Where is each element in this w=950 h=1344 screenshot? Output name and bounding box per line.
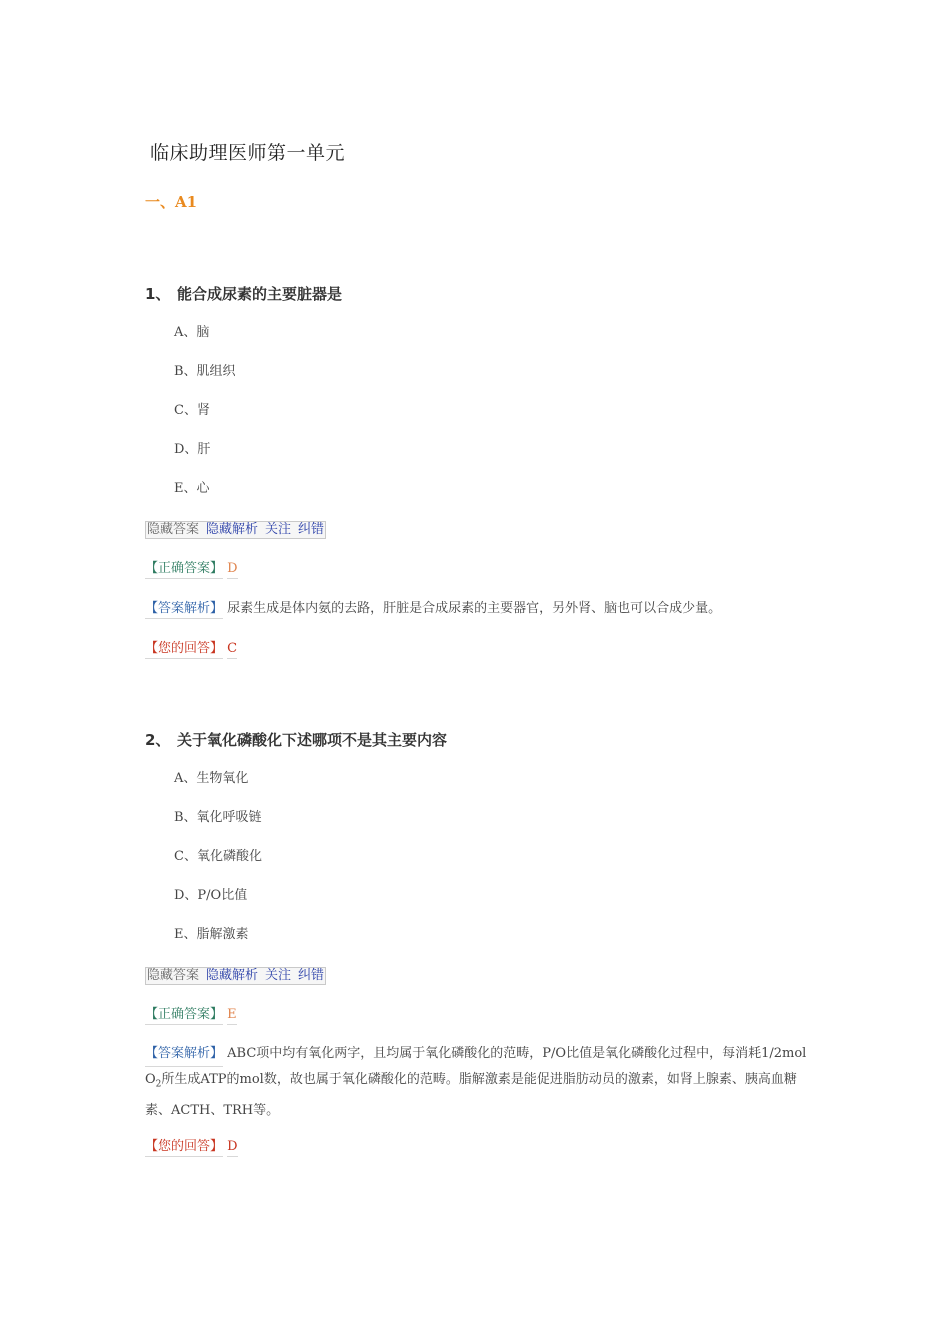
hide-answer-link[interactable]: 隐藏答案 bbox=[147, 968, 200, 983]
correct-answer-row bbox=[145, 1005, 810, 1025]
correct-answer-label: 【正确答案】 bbox=[145, 1005, 223, 1025]
question-2 bbox=[145, 730, 810, 1157]
hide-analysis-link[interactable]: 隐藏解析 bbox=[206, 522, 259, 537]
analysis-label: 【答案解析】 bbox=[145, 1041, 223, 1067]
option-a[interactable]: A、生物氧化 bbox=[174, 771, 249, 786]
question-number: 1、 bbox=[145, 285, 171, 303]
page-title: 临床助理医师第一单元 bbox=[150, 142, 346, 164]
option-list bbox=[145, 323, 810, 499]
question-text: 关于氧化磷酸化下述哪项不是其主要内容 bbox=[177, 731, 448, 749]
question-1 bbox=[145, 284, 810, 659]
option-e[interactable]: E、心 bbox=[174, 481, 210, 496]
analysis-label: 【答案解析】 bbox=[145, 599, 223, 619]
your-answer-value: C bbox=[227, 639, 237, 659]
question-stem bbox=[145, 284, 810, 304]
analysis-text: 尿素生成是体内氨的去路，肝脏是合成尿素的主要器官，另外肾、脑也可以合成少量。 bbox=[227, 601, 722, 616]
correct-answer-label: 【正确答案】 bbox=[145, 559, 223, 579]
option-d[interactable]: D、P/O比值 bbox=[174, 888, 248, 903]
option-e[interactable]: E、脂解激素 bbox=[174, 927, 249, 942]
question-number: 2、 bbox=[145, 731, 171, 749]
option-c[interactable]: C、肾 bbox=[174, 403, 210, 418]
option-b[interactable]: B、氧化呼吸链 bbox=[174, 810, 262, 825]
analysis-subscript: 2 bbox=[155, 1079, 162, 1090]
your-answer-row bbox=[145, 1137, 810, 1157]
correct-answer-row bbox=[145, 559, 810, 579]
report-error-link[interactable]: 纠错 bbox=[298, 968, 325, 983]
correct-answer-value: D bbox=[227, 559, 237, 579]
your-answer-value: D bbox=[227, 1137, 237, 1157]
hide-analysis-link[interactable]: 隐藏解析 bbox=[206, 968, 259, 983]
correct-answer-value: E bbox=[227, 1005, 237, 1025]
option-d[interactable]: D、肝 bbox=[174, 442, 211, 457]
option-a[interactable]: A、脑 bbox=[174, 325, 210, 340]
your-answer-row bbox=[145, 639, 810, 659]
analysis-row bbox=[145, 599, 810, 619]
option-c[interactable]: C、氧化磷酸化 bbox=[174, 849, 262, 864]
follow-link[interactable]: 关注 bbox=[265, 968, 292, 983]
follow-link[interactable]: 关注 bbox=[265, 522, 292, 537]
hide-answer-link[interactable]: 隐藏答案 bbox=[147, 522, 200, 537]
answer-toolbar bbox=[145, 967, 326, 985]
analysis-text-part2: 所生成ATP的mol数，故也属于氧化磷酸化的范畴。脂解激素是能促进脂肪动员的激素，如肾上腺素、胰高血糖素、ACTH、TRH等。 bbox=[145, 1072, 797, 1118]
answer-toolbar bbox=[145, 521, 326, 539]
option-list bbox=[145, 769, 810, 945]
analysis-text-part1: ABC项中均有氧化两字，且均属于氧化磷酸化的范畴，P/O比值是氧化磷酸化过程中，每消耗1/2mol O bbox=[145, 1046, 807, 1087]
section-title: 一、A1 bbox=[145, 193, 198, 211]
report-error-link[interactable]: 纠错 bbox=[298, 522, 325, 537]
your-answer-label: 【您的回答】 bbox=[145, 1137, 223, 1157]
analysis-row bbox=[145, 1041, 810, 1123]
your-answer-label: 【您的回答】 bbox=[145, 639, 223, 659]
option-b[interactable]: B、肌组织 bbox=[174, 364, 236, 379]
analysis-text bbox=[145, 1046, 806, 1118]
question-stem bbox=[145, 730, 810, 750]
question-text: 能合成尿素的主要脏器是 bbox=[177, 285, 343, 303]
